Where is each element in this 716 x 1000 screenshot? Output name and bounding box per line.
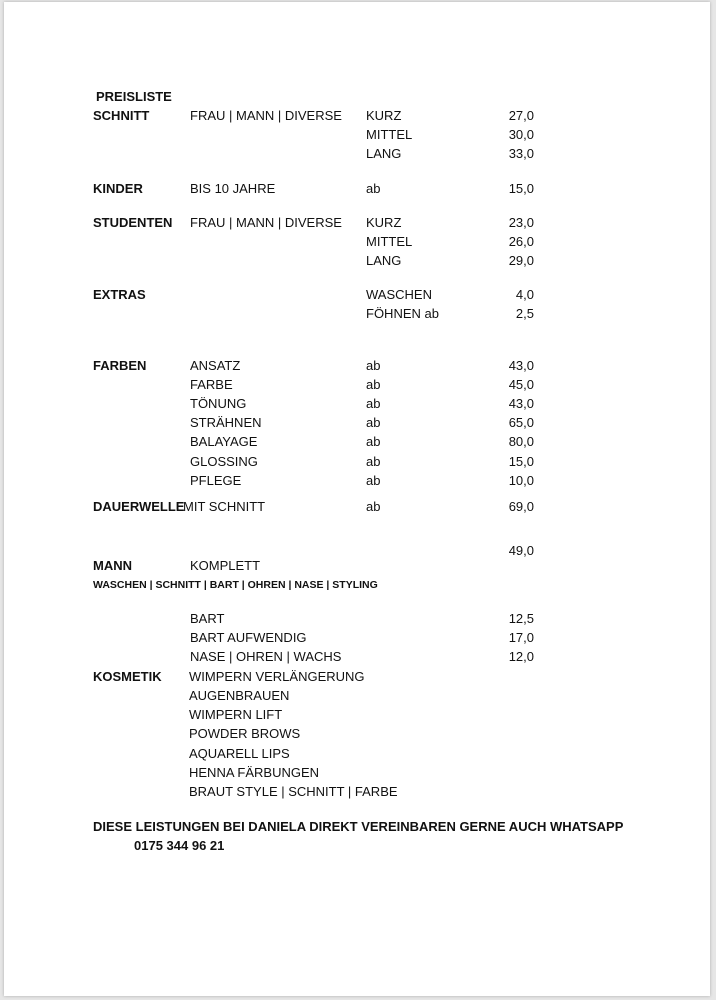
studenten-price: 26,0: [508, 234, 534, 249]
extras-price: 4,0: [515, 287, 534, 302]
farben-item: STRÄHNEN: [190, 415, 262, 430]
farben-price: 65,0: [508, 415, 534, 430]
section-label-studenten: STUDENTEN: [93, 215, 173, 230]
dauerwelle-price: 69,0: [508, 499, 534, 514]
farben-price: 15,0: [508, 454, 534, 469]
mann-item-price: 12,5: [508, 611, 534, 626]
extras-kind: WASCHEN: [366, 287, 432, 302]
farben-item: ANSATZ: [190, 358, 241, 373]
mann-price: 49,0: [508, 543, 534, 558]
mann-item: NASE | OHREN | WACHS: [190, 649, 342, 664]
kosmetik-item: POWDER BROWS: [189, 726, 301, 741]
page-title: PREISLISTE: [96, 89, 172, 104]
schnitt-kind: LANG: [366, 146, 402, 161]
schnitt-price: 33,0: [508, 146, 534, 161]
footer-note: DIESE LEISTUNGEN BEI DANIELA DIREKT VEREINBAREN GERNE AUCH WHATSAPP: [93, 819, 624, 834]
studenten-price: 29,0: [508, 253, 534, 268]
mann-item-price: 17,0: [508, 630, 534, 645]
studenten-price: 23,0: [508, 215, 534, 230]
section-label-schnitt: SCHNITT: [93, 108, 150, 123]
farben-item: GLOSSING: [190, 454, 258, 469]
farben-item: PFLEGE: [190, 473, 242, 488]
farben-item: TÖNUNG: [190, 396, 247, 411]
schnitt-price: 27,0: [508, 108, 534, 123]
dauerwelle-desc: MIT SCHNITT: [183, 499, 266, 514]
kinder-desc: BIS 10 JAHRE: [190, 181, 276, 196]
schnitt-kind: MITTEL: [366, 127, 413, 142]
studenten-kind: LANG: [366, 253, 402, 268]
mann-item: BART: [190, 611, 225, 626]
section-label-kinder: KINDER: [93, 181, 143, 196]
kosmetik-item: WIMPERN VERLÄNGERUNG: [189, 669, 365, 684]
farben-kind: ab: [366, 358, 381, 373]
farben-kind: ab: [366, 434, 381, 449]
mann-desc: KOMPLETT: [190, 558, 261, 573]
schnitt-price: 30,0: [508, 127, 534, 142]
mann-sub-desc: WASCHEN | SCHNITT | BART | OHREN | NASE | STYLING: [93, 579, 378, 591]
kosmetik-item: WIMPERN LIFT: [189, 707, 283, 722]
farben-kind: ab: [366, 415, 381, 430]
kosmetik-item: BRAUT STYLE | SCHNITT | FARBE: [189, 784, 398, 799]
dauerwelle-kind: ab: [366, 499, 381, 514]
kinder-price: 15,0: [508, 181, 534, 196]
farben-item: FARBE: [190, 377, 233, 392]
farben-kind: ab: [366, 454, 381, 469]
farben-price: 45,0: [508, 377, 534, 392]
farben-price: 80,0: [508, 434, 534, 449]
section-label-extras: EXTRAS: [93, 287, 146, 302]
footer-phone: 0175 344 96 21: [134, 838, 225, 853]
mann-item: BART AUFWENDIG: [190, 630, 307, 645]
kosmetik-item: HENNA FÄRBUNGEN: [189, 765, 320, 780]
section-label-mann: MANN: [93, 558, 132, 573]
extras-kind: FÖHNEN ab: [366, 306, 439, 321]
farben-price: 10,0: [508, 473, 534, 488]
studenten-desc: FRAU | MANN | DIVERSE: [190, 215, 342, 230]
section-label-farben: FARBEN: [93, 358, 147, 373]
mann-item-price: 12,0: [508, 649, 534, 664]
farben-price: 43,0: [508, 396, 534, 411]
schnitt-desc: FRAU | MANN | DIVERSE: [190, 108, 342, 123]
kinder-kind: ab: [366, 181, 381, 196]
section-label-dauerwelle: DAUERWELLE: [93, 499, 185, 514]
extras-price: 2,5: [515, 306, 534, 321]
kosmetik-item: AUGENBRAUEN: [189, 688, 290, 703]
farben-price: 43,0: [508, 358, 534, 373]
farben-item: BALAYAGE: [190, 434, 258, 449]
studenten-kind: KURZ: [366, 215, 402, 230]
farben-kind: ab: [366, 396, 381, 411]
section-label-kosmetik: KOSMETIK: [93, 669, 162, 684]
schnitt-kind: KURZ: [366, 108, 402, 123]
kosmetik-item: AQUARELL LIPS: [189, 746, 290, 761]
farben-kind: ab: [366, 473, 381, 488]
studenten-kind: MITTEL: [366, 234, 413, 249]
farben-kind: ab: [366, 377, 381, 392]
